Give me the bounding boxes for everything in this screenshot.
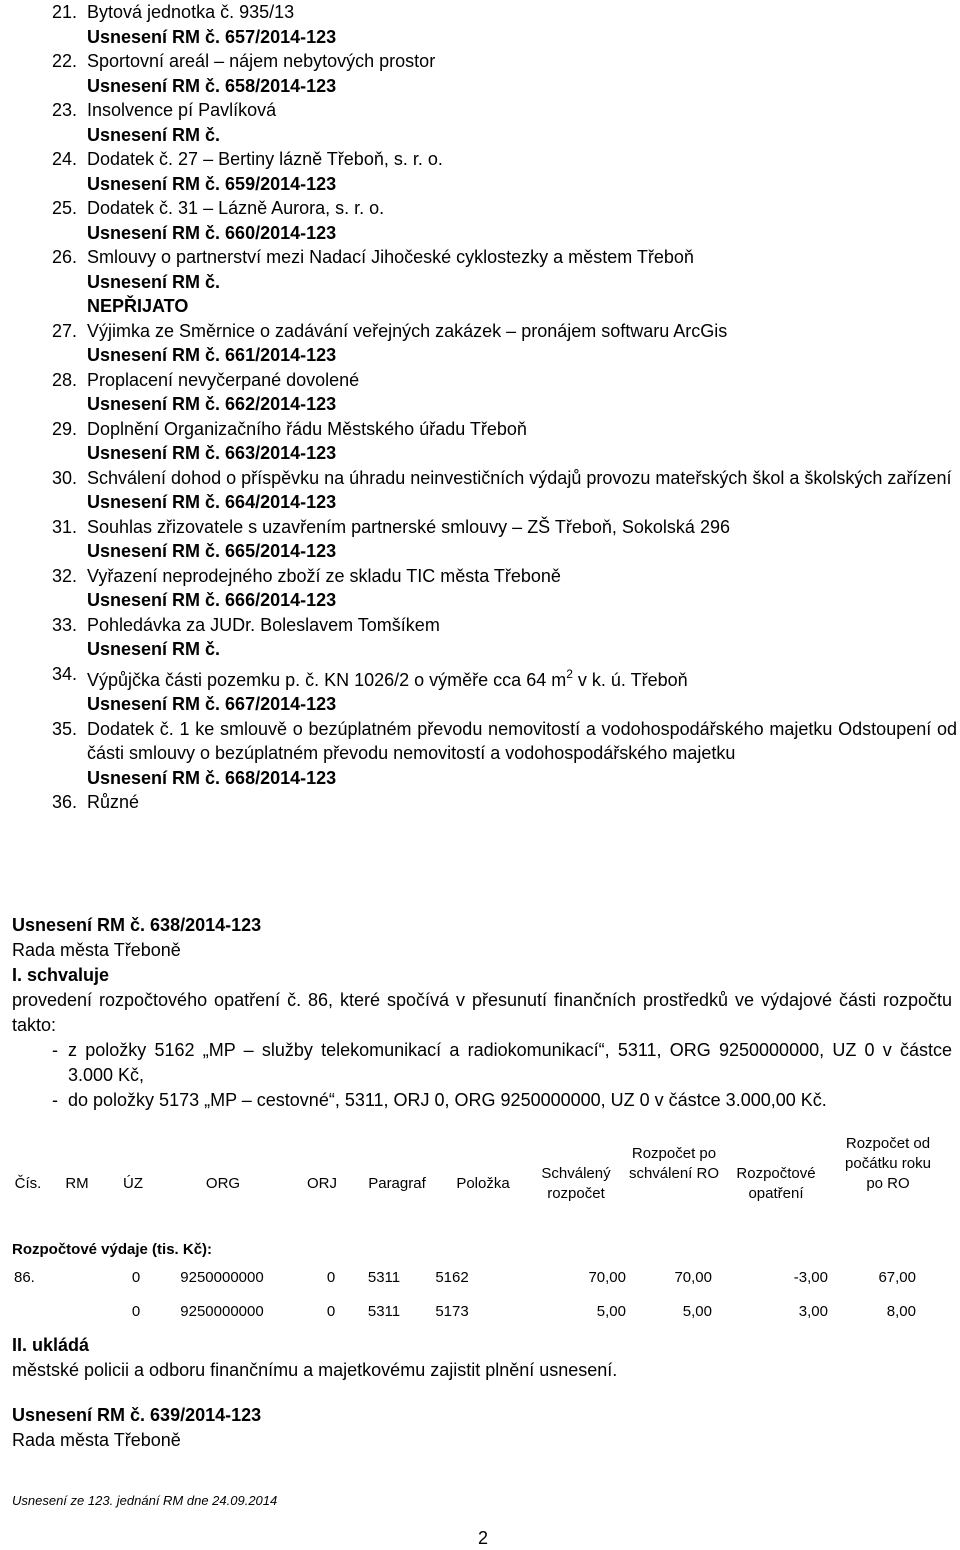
table-cell: 0 <box>326 1303 336 1320</box>
agenda-title: Vyřazení neprodejného zboží ze skladu TIC města Třeboně <box>87 565 561 586</box>
bullet-marker: - <box>52 1040 58 1060</box>
col-header: Schválený rozpočet <box>541 1165 611 1202</box>
agenda-title: Proplacení nevyčerpané dovolené <box>87 369 360 390</box>
resolution-body: Rada města Třeboně <box>12 1430 181 1450</box>
bullet-list <box>12 1038 960 1113</box>
table-cell: 5311 <box>367 1303 401 1320</box>
agenda-number: 29. <box>52 418 78 439</box>
table-cell: 0 <box>131 1303 141 1320</box>
agenda-note: NEPŘIJATO <box>87 296 189 316</box>
agenda-number: 23. <box>52 100 78 120</box>
agenda-title: Dodatek č. 27 – Bertiny lázně Třeboň, s. r. o. <box>87 149 443 169</box>
agenda-title: Dodatek č. 31 – Lázně Aurora, s. r. o. <box>87 198 385 218</box>
section-uklada-block <box>12 1333 960 1383</box>
resolution-heading: Usnesení RM č. 639/2014-123 <box>12 1405 262 1425</box>
agenda-item <box>52 564 957 613</box>
agenda-title: Doplnění Organizačního řádu Městského úřadu Třeboň <box>87 418 527 439</box>
table-cell: 5173 <box>435 1303 469 1320</box>
col-header: ÚZ <box>123 1175 143 1192</box>
resolution-body: Rada města Třeboně <box>12 940 181 960</box>
section-uklada: II. ukládá <box>12 1335 90 1355</box>
agenda-item <box>52 515 957 564</box>
bullet-marker: - <box>52 1090 58 1110</box>
list-item <box>12 1038 960 1088</box>
bullet-text: do položky 5173 „MP – cestovné“, 5311, ORJ 0, ORG 9250000000, UZ 0 v částce 3.000,00 Kč. <box>68 1090 827 1110</box>
agenda-resolution: Usnesení RM č. 665/2014-123 <box>87 541 337 561</box>
agenda-resolution: Usnesení RM č. 668/2014-123 <box>87 767 337 788</box>
table-cell: 0 <box>131 1269 141 1286</box>
agenda-number: 24. <box>52 149 78 169</box>
agenda-item <box>52 49 957 98</box>
agenda-number: 25. <box>52 198 78 218</box>
agenda-number: 30. <box>52 467 78 488</box>
col-header: Paragraf <box>368 1175 426 1192</box>
col-header: ORG <box>205 1175 241 1192</box>
table-cell: 5,00 <box>682 1303 712 1320</box>
agenda-item <box>52 466 957 515</box>
agenda-number: 34. <box>52 663 78 684</box>
table-cell: 67,00 <box>878 1269 916 1286</box>
footer: Usnesení ze 123. jednání RM dne 24.09.2014 <box>12 1493 278 1508</box>
table-cell: 8,00 <box>886 1303 916 1320</box>
agenda-item <box>52 0 957 49</box>
table-cell: 5162 <box>435 1269 469 1286</box>
list-item <box>12 1088 960 1113</box>
col-header: Rozpočet po schválení RO <box>628 1145 720 1182</box>
agenda-number: 35. <box>52 718 78 739</box>
agenda-title: Dodatek č. 1 ke smlouvě o bezúplatném převodu nemovitostí a vodohospodářského majetku Odstoupení od části smlouvy o bezúplatném převodu nemovitostí a vodohospodářského majetku <box>87 718 957 763</box>
agenda-item <box>52 196 957 245</box>
agenda-resolution: Usnesení RM č. 662/2014-123 <box>87 394 337 414</box>
table-cell: 70,00 <box>588 1269 626 1286</box>
agenda-title: Souhlas zřizovatele s uzavřením partnerské smlouvy – ZŠ Třeboň, Sokolská 296 <box>87 516 730 537</box>
agenda-item <box>52 147 957 196</box>
agenda-resolution: Usnesení RM č. 658/2014-123 <box>87 75 337 96</box>
agenda-resolution: Usnesení RM č. <box>87 124 221 145</box>
col-header: Čís. <box>14 1175 42 1192</box>
agenda-resolution: Usnesení RM č. <box>87 271 221 292</box>
resolution-text: provedení rozpočtového opatření č. 86, které spočívá v přesunutí finančních prostředků ve výdajové části rozpočtu takto: <box>12 990 952 1035</box>
agenda-resolution: Usnesení RM č. 660/2014-123 <box>87 222 337 243</box>
table-cell: 0 <box>326 1269 336 1286</box>
agenda-resolution: Usnesení RM č. <box>87 639 221 659</box>
agenda-number: 36. <box>52 792 78 812</box>
budget-table <box>12 1134 952 1334</box>
table-section-label: Rozpočtové výdaje (tis. Kč): <box>12 1241 213 1258</box>
table-cell: 70,00 <box>674 1269 712 1286</box>
agenda-resolution: Usnesení RM č. 663/2014-123 <box>87 443 337 463</box>
agenda-title: Výjimka ze Směrnice o zadávání veřejných zakázek – pronájem softwaru ArcGis <box>87 320 728 341</box>
agenda-item <box>52 368 957 417</box>
agenda-resolution: Usnesení RM č. 666/2014-123 <box>87 590 337 610</box>
page-number: 2 <box>478 1528 489 1548</box>
agenda-title: Smlouvy o partnerství mezi Nadací Jihočeské cyklostezky a městem Třeboň <box>87 247 694 267</box>
agenda-title: Pohledávka za JUDr. Boleslavem Tomšíkem <box>87 614 440 635</box>
agenda-number: 33. <box>52 614 78 635</box>
agenda-resolution: Usnesení RM č. 659/2014-123 <box>87 173 337 194</box>
agenda-resolution: Usnesení RM č. 664/2014-123 <box>87 492 337 512</box>
col-header: Rozpočet od počátku roku po RO <box>845 1135 931 1192</box>
agenda-item <box>52 245 957 319</box>
col-header: RM <box>65 1175 89 1192</box>
col-header: ORJ <box>307 1175 337 1192</box>
section-schvaluje: I. schvaluje <box>12 965 110 985</box>
agenda-item <box>52 613 957 662</box>
section-uklada-text: městské policii a odboru finančnímu a majetkovému zajistit plnění usnesení. <box>12 1360 618 1380</box>
agenda-item <box>52 717 957 791</box>
agenda-list <box>52 0 957 815</box>
table-cell: 3,00 <box>798 1303 828 1320</box>
table-cell: -3,00 <box>793 1269 828 1286</box>
agenda-item <box>52 319 957 368</box>
col-header: Rozpočtové opatření <box>736 1165 816 1202</box>
bullet-text: z položky 5162 „MP – služby telekomunikací a radiokomunikací“, 5311, ORG 9250000000, UZ 0 v částce 3.000 Kč, <box>68 1040 952 1085</box>
agenda-resolution: Usnesení RM č. 667/2014-123 <box>87 694 337 714</box>
agenda-item <box>52 98 957 147</box>
agenda-number: 22. <box>52 51 78 71</box>
agenda-item <box>52 790 957 815</box>
agenda-title: Různé <box>87 792 140 812</box>
agenda-number: 31. <box>52 516 78 537</box>
agenda-number: 27. <box>52 320 78 341</box>
table-cell: 9250000000 <box>180 1269 264 1286</box>
agenda-resolution: Usnesení RM č. 661/2014-123 <box>87 345 337 365</box>
agenda-title: Výpůjčka části pozemku p. č. KN 1026/2 o výměře cca 64 $m^2$ v k. ú. Třeboň <box>87 666 688 690</box>
agenda-number: 26. <box>52 247 78 267</box>
table-cell: 9250000000 <box>180 1303 264 1320</box>
agenda-title: Bytová jednotka č. 935/13 <box>87 2 295 22</box>
agenda-title: Insolvence pí Pavlíková <box>87 100 277 120</box>
agenda-resolution: Usnesení RM č. 657/2014-123 <box>87 26 337 47</box>
agenda-title: Schválení dohod o příspěvku na úhradu neinvestičních výdajů provozu mateřských škol a školských zařízení <box>87 467 952 488</box>
agenda-number: 21. <box>52 2 78 22</box>
resolution-639 <box>12 1403 960 1453</box>
row-number: 86. <box>14 1269 35 1286</box>
resolution-heading: Usnesení RM č. 638/2014-123 <box>12 915 262 935</box>
agenda-title: Sportovní areál – nájem nebytových prostor <box>87 51 436 71</box>
table-cell: 5311 <box>367 1269 401 1286</box>
agenda-item <box>52 417 957 466</box>
agenda-number: 28. <box>52 369 78 390</box>
agenda-number: 32. <box>52 565 78 586</box>
col-header: Položka <box>456 1175 510 1192</box>
agenda-item <box>52 662 957 717</box>
table-cell: 5,00 <box>596 1303 626 1320</box>
resolution-638 <box>12 913 960 1113</box>
